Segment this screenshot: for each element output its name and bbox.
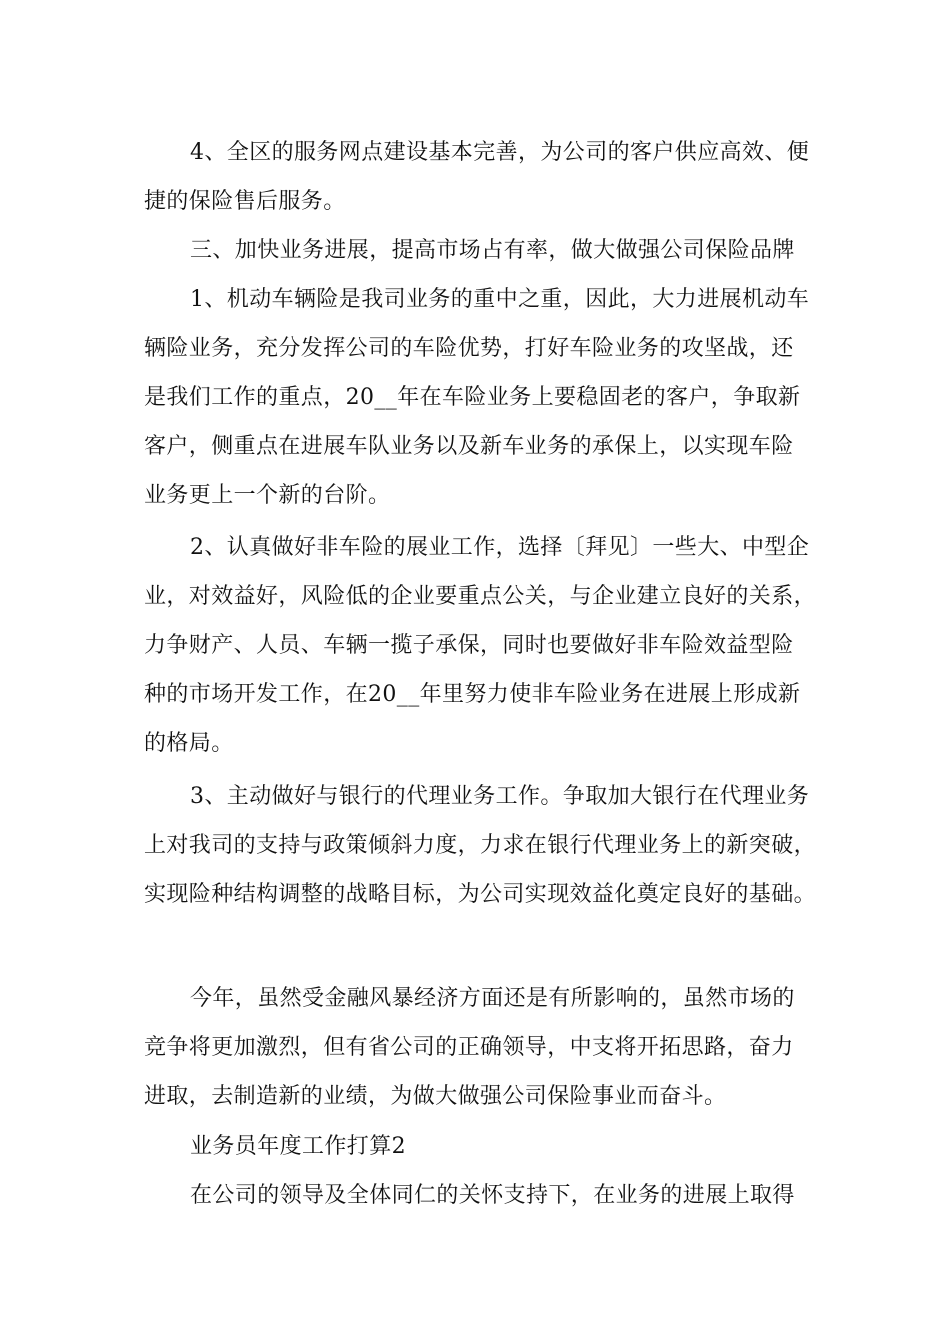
heading-text: 三、加快业务进展，提高市场占有率，做大做强公司保险品牌 xyxy=(190,238,795,263)
text-line: 竞争将更加激烈，但有省公司的正确领导，中支将开拓思路，奋力 xyxy=(144,1035,794,1060)
text-line: 在公司的领导及全体同仁的关怀支持下，在业务的进展上取得 xyxy=(190,1183,795,1208)
title-text: 业务员年度工作打算2 xyxy=(190,1134,406,1159)
text-line: 2、认真做好非车险的展业工作，选择〔拜见〕一些大、中型企 xyxy=(190,535,810,560)
text-line: 辆险业务，充分发挥公司的车险优势，打好车险业务的攻坚战，还 xyxy=(144,336,794,361)
text-line: 今年，虽然受金融风暴经济方面还是有所影响的，虽然市场的 xyxy=(190,986,795,1011)
text-line: 实现险种结构调整的战略目标，为公司实现效益化奠定良好的基础。 xyxy=(144,882,817,907)
text-line: 3、主动做好与银行的代理业务工作。争取加大银行在代理业务 xyxy=(190,784,810,809)
paragraph-conclusion xyxy=(144,974,834,1121)
paragraph-vehicle-insurance xyxy=(144,275,834,520)
text-line: 的格局。 xyxy=(144,731,234,756)
text-line: 4、全区的服务网点建设基本完善，为公司的客户供应高效、便 xyxy=(190,140,810,165)
text-line: 是我们工作的重点，20__年在车险业务上要稳固老的客户，争取新 xyxy=(144,385,801,410)
paragraph-service-network xyxy=(144,128,834,226)
text-line: 客户，侧重点在进展车队业务以及新车业务的承保上，以实现车险 xyxy=(144,434,794,459)
text-line: 1、机动车辆险是我司业务的重中之重，因此，大力进展机动车 xyxy=(190,287,810,312)
section-title-plan-2 xyxy=(144,1122,834,1171)
text-line: 进取，去制造新的业绩，为做大做强公司保险事业而奋斗。 xyxy=(144,1084,727,1109)
text-line: 捷的保险售后服务。 xyxy=(144,189,346,214)
section-heading-3 xyxy=(144,226,834,275)
text-line: 业务更上一个新的台阶。 xyxy=(144,483,391,508)
paragraph-non-vehicle-insurance xyxy=(144,523,834,768)
paragraph-intro xyxy=(144,1171,834,1220)
text-line: 种的市场开发工作，在20__年里努力使非车险业务在进展上形成新 xyxy=(144,682,801,707)
text-line: 上对我司的支持与政策倾斜力度，力求在银行代理业务上的新突破， xyxy=(144,833,817,858)
text-line: 力争财产、人员、车辆一揽子承保，同时也要做好非车险效益型险 xyxy=(144,633,794,658)
paragraph-bank-agency xyxy=(144,772,834,919)
text-line: 业，对效益好，风险低的企业要重点公关，与企业建立良好的关系， xyxy=(144,584,817,609)
